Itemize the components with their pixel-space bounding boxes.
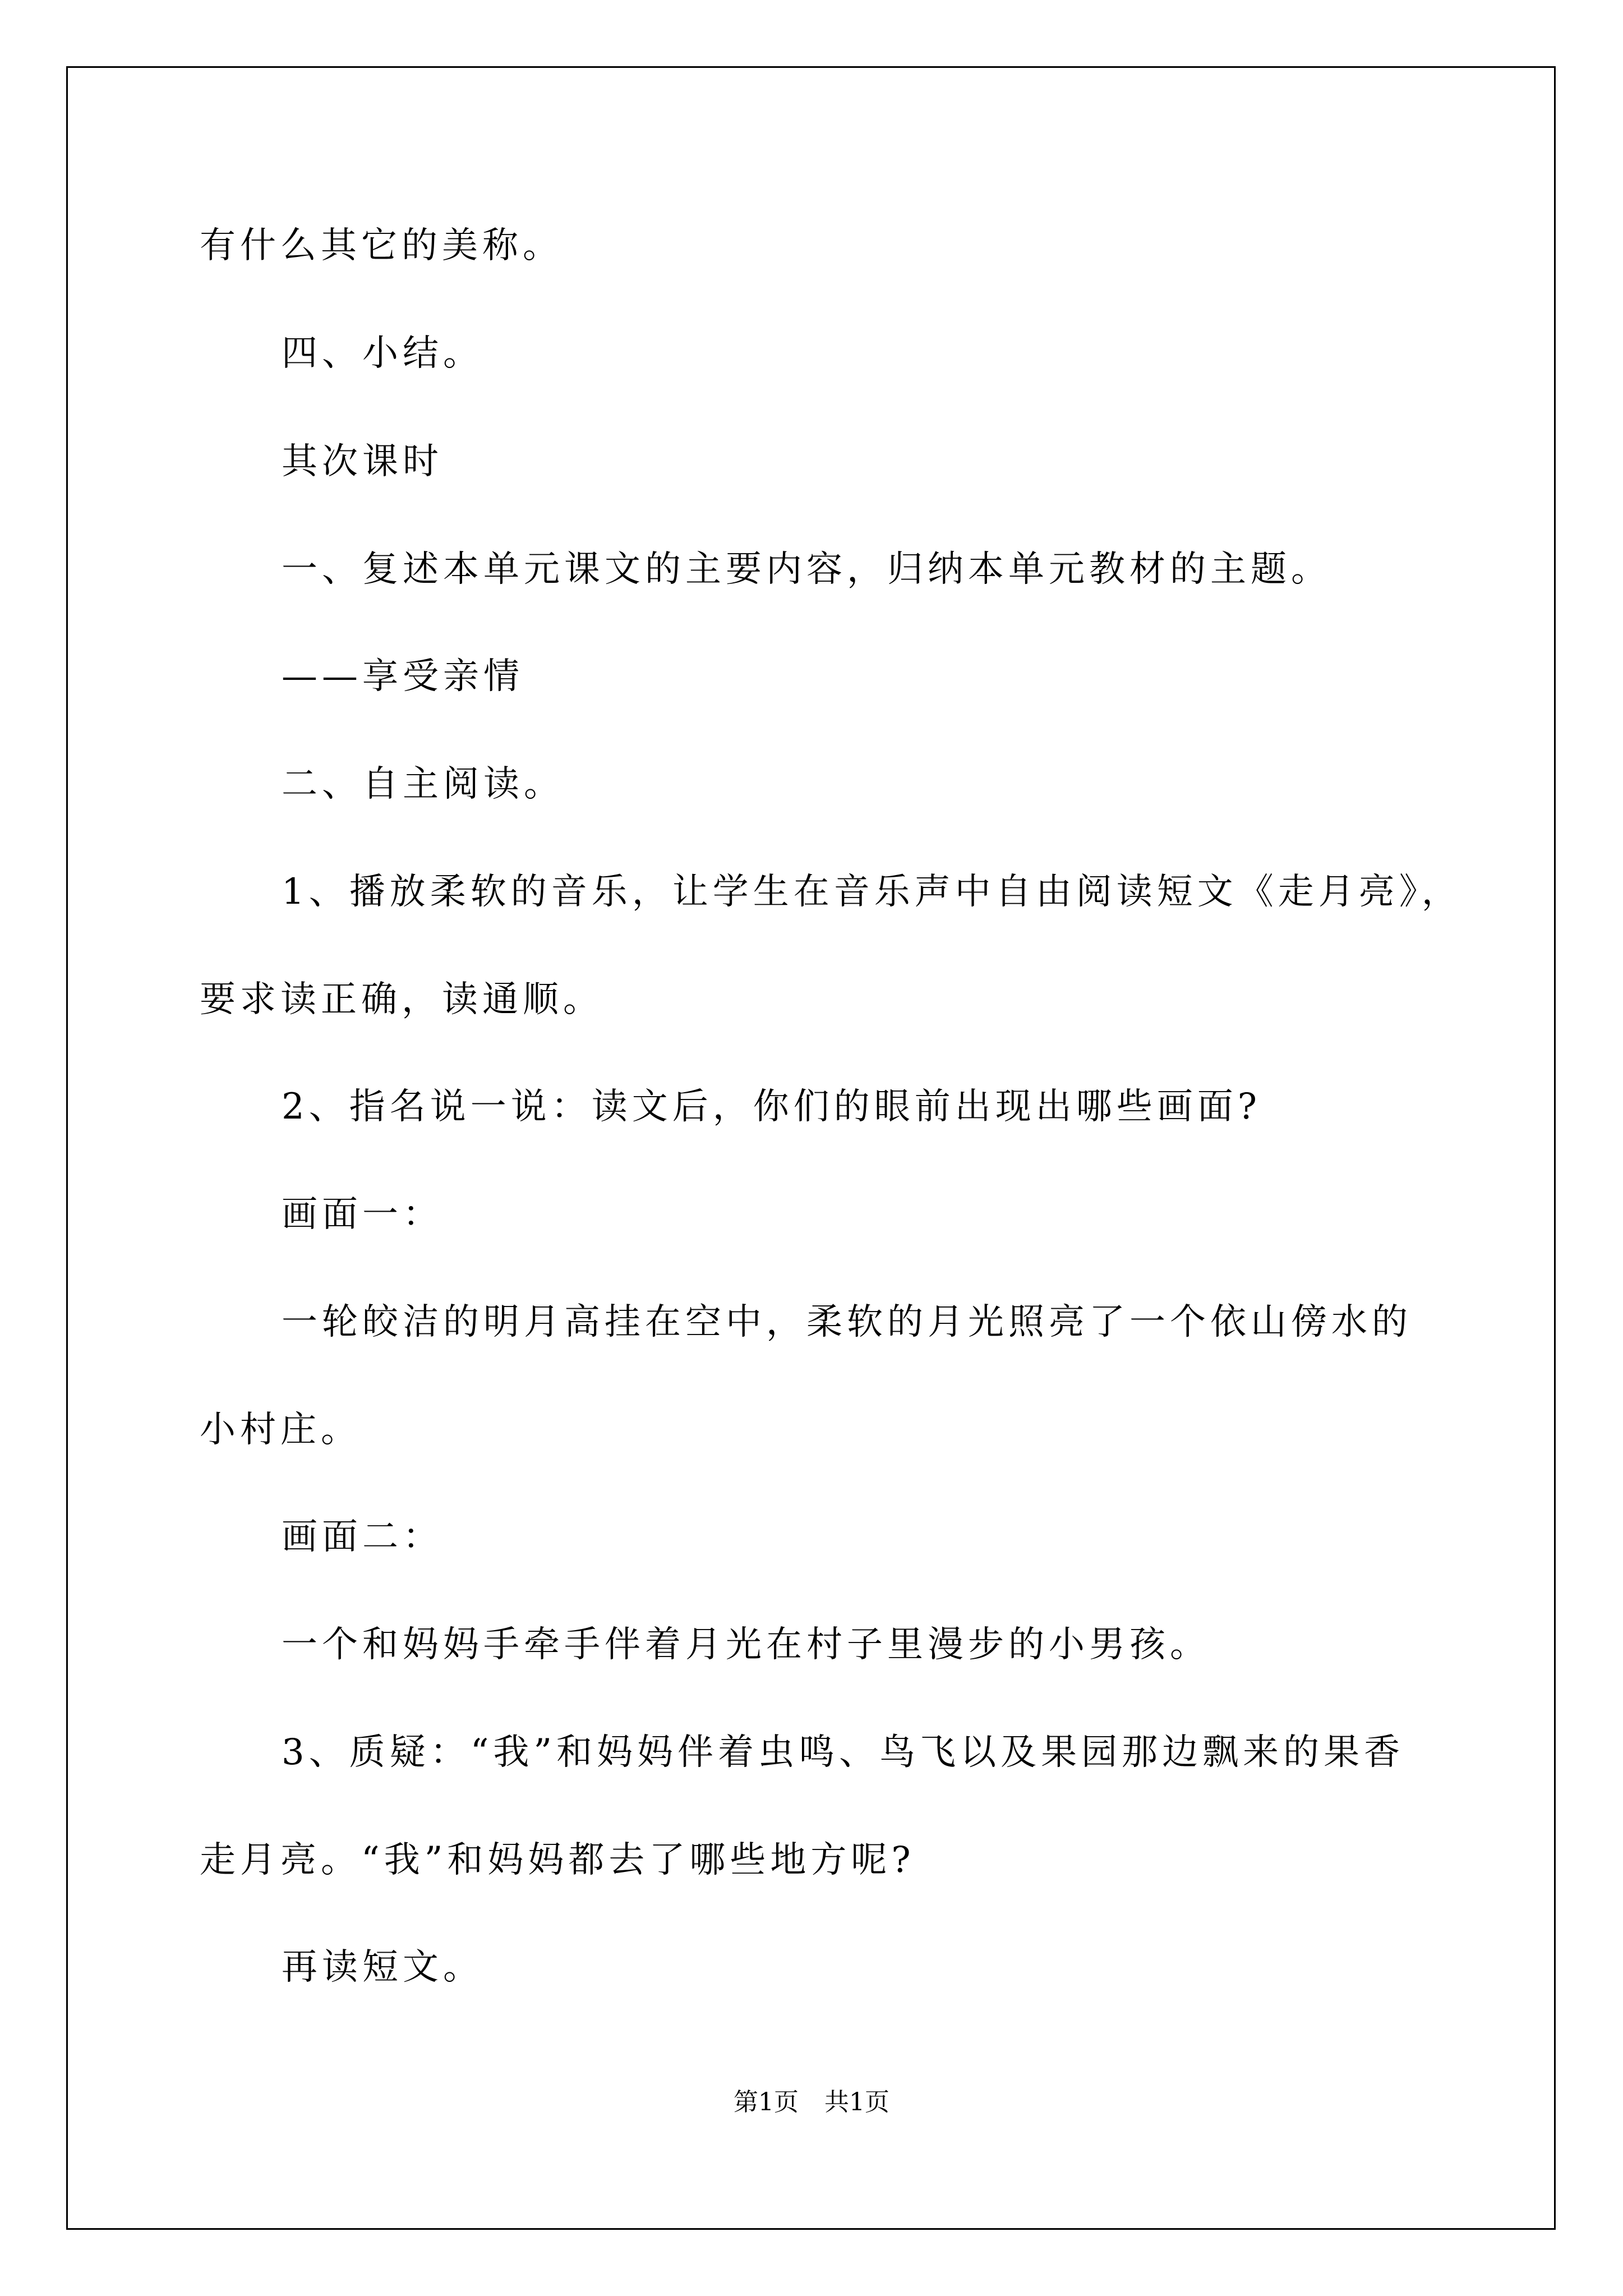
text-line: 小村庄。 (200, 1409, 361, 1451)
text-line: 一轮皎洁的明月高挂在空中，柔软的月光照亮了一个依山傍水的 (282, 1301, 1412, 1343)
section-heading: 一、复述本单元课文的主要内容，归纳本单元教材的主题。 (282, 549, 1331, 590)
page-border (66, 66, 1556, 2230)
text-line: 走月亮。“我”和妈妈都去了哪些地方呢? (200, 1839, 915, 1881)
lesson-heading: 其次课时 (282, 441, 443, 482)
page-footer (0, 2086, 1623, 2119)
text-line: 再读短文。 (282, 1947, 483, 1988)
text-line: ——享受亲情 (282, 656, 524, 697)
text-line: 画面二： (282, 1516, 443, 1558)
text-line: 2、指名说一说：读文后，你们的眼前出现出哪些画面? (282, 1086, 1262, 1128)
text-line: 要求读正确，读通顺。 (200, 979, 603, 1020)
page-number: 第1页 (734, 2088, 799, 2116)
text-line: 3、质疑：“我”和妈妈伴着虫鸣、鸟飞以及果园那边飘来的果香 (282, 1732, 1405, 1773)
text-line: 画面一： (282, 1194, 443, 1235)
text-line: 1、播放柔软的音乐，让学生在音乐声中自由阅读短文《走月亮》， (282, 871, 1462, 913)
section-heading: 四、小结。 (282, 333, 483, 374)
page-total: 共1页 (824, 2088, 889, 2116)
section-heading: 二、自主阅读。 (282, 763, 564, 805)
text-line: 一个和妈妈手牵手伴着月光在村子里漫步的小男孩。 (282, 1624, 1210, 1665)
text-line: 有什么其它的美称。 (200, 225, 563, 266)
